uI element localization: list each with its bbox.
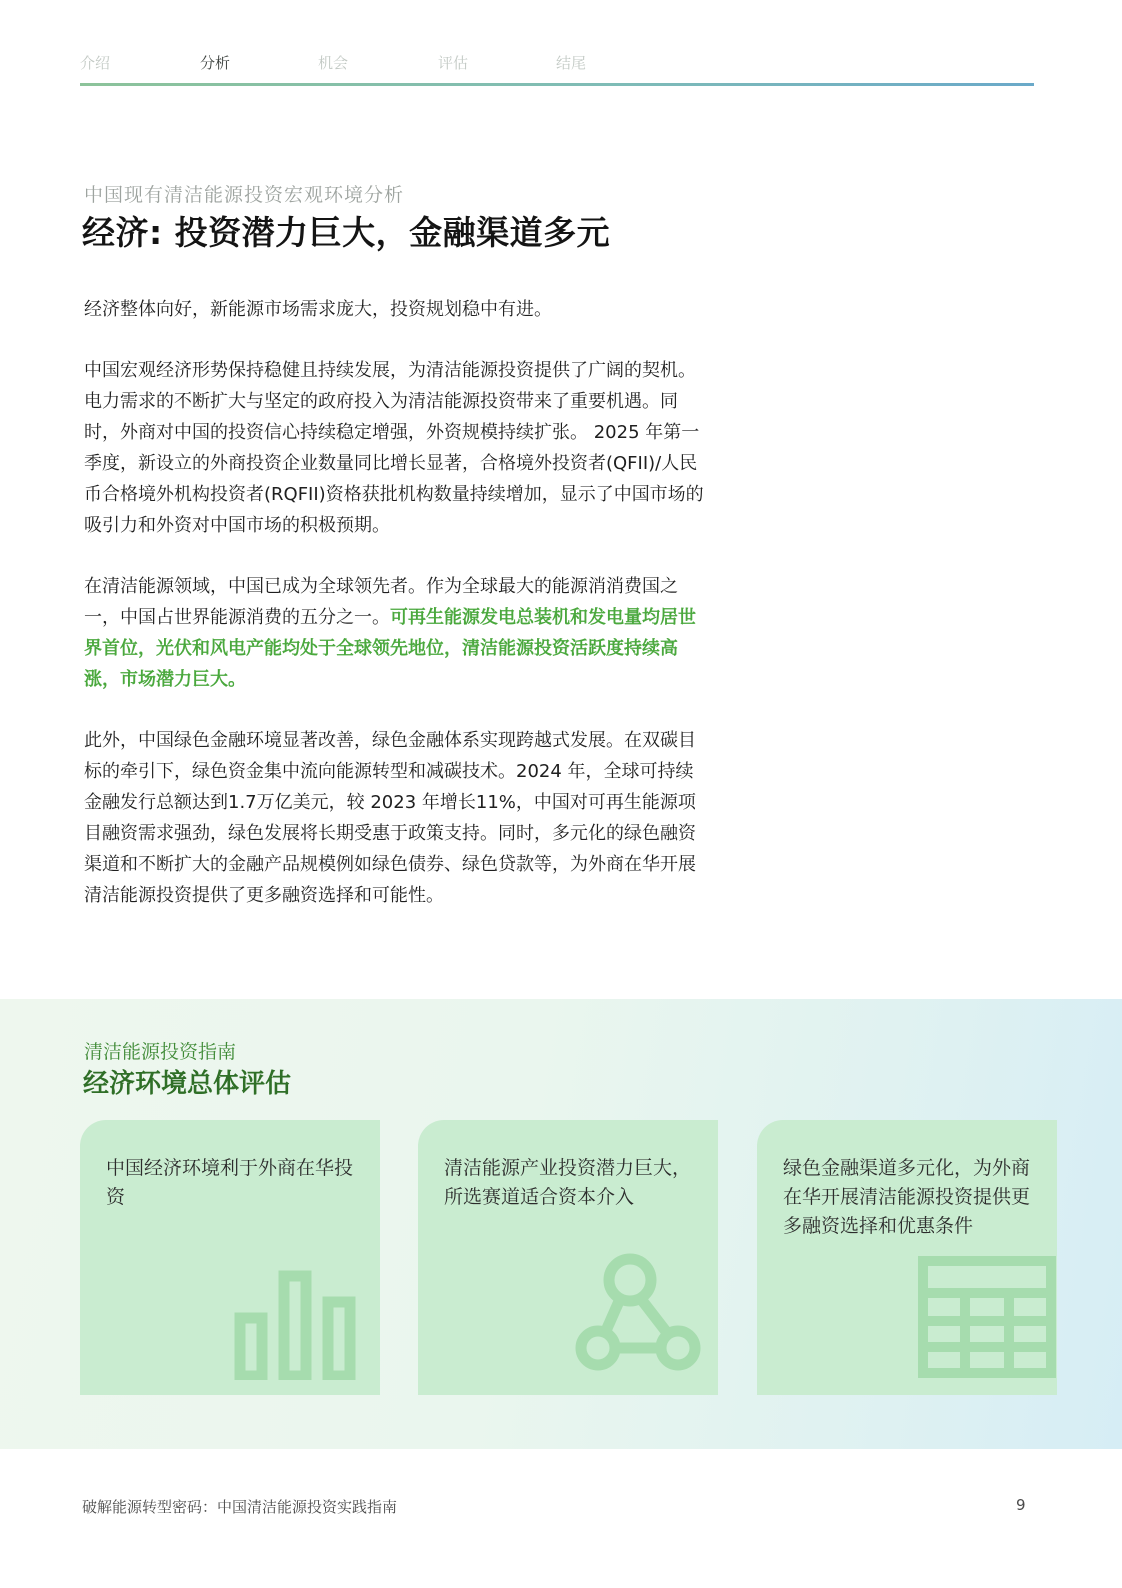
highlight-text: 可再生能源发电总装机和发电量均居世界首位，光伏和风电产能均处于全球领先地位，清洁能源投资活跃度持续高涨，市场潜力巨大。 [84, 607, 696, 690]
paragraph-macro: 中国宏观经济形势保持稳健且持续发展，为清洁能源投资提供了广阔的契机。电力需求的不断扩大与坚定的政府投入为清洁能源投资带来了重要机遇。同时，外商对中国的投资信心持续稳定增强，外资规模持续扩张。 2025 年第一季度，新设立的外商投资企业数量同比增长显著，合格境外投资者(QFII)/人民币合格境外机构投资者(RQFII)资格获批机构数量持续增加，显示了中国市场的吸引力和外资对中国市场的积极预期。 [84, 360, 704, 536]
table-grid-icon [917, 1255, 1057, 1380]
page-title: 经济: 投资潜力巨大，金融渠道多元 [82, 213, 611, 252]
card-text: 绿色金融渠道多元化，为外商在华开展清洁能源投资提供更多融资选择和优惠条件 [783, 1157, 1031, 1237]
assessment-card-economy [80, 1120, 380, 1395]
tab-conclusion[interactable]: 结尾 [556, 54, 587, 72]
top-nav [80, 50, 1034, 90]
paragraph-intro: 经济整体向好，新能源市场需求庞大，投资规划稳中有进。 [84, 299, 552, 320]
guide-subtitle: 清洁能源投资指南 [84, 1041, 237, 1063]
tab-opportunity[interactable]: 机会 [318, 54, 349, 72]
paragraph-green-finance: 此外，中国绿色金融环境显著改善，绿色金融体系实现跨越式发展。在双碳目标的牵引下，绿色资金集中流向能源转型和减碳技术。2024 年，全球可持续金融发行总额达到1.7万亿美元，较 2023 年增长11%，中国对可再生能源项目融资需求强劲，绿色发展将长期受惠于政策支持。同时，多元化的绿色融资渠道和不断扩大的金融产品规模例如绿色债券、绿色贷款等，为外商在华开展清洁能源投资提供了更多融资选择和可能性。 [84, 730, 696, 906]
paragraph-leadership-text: 在清洁能源领域，中国已成为全球领先者。作为全球最大的能源消消费国之一，中国占世界能源消费的五分之一。 [84, 576, 678, 628]
assessment-card-finance [757, 1120, 1057, 1395]
paragraph-leadership [84, 571, 704, 695]
page-number: 9 [1016, 1496, 1026, 1514]
card-text: 中国经济环境利于外商在华投资 [106, 1157, 354, 1208]
share-nodes-icon [568, 1250, 708, 1380]
tab-analysis[interactable]: 分析 [200, 54, 231, 72]
assessment-card-industry [418, 1120, 718, 1395]
guide-title: 经济环境总体评估 [83, 1069, 292, 1099]
bar-chart-icon [230, 1240, 370, 1380]
tab-assessment[interactable]: 评估 [438, 54, 469, 72]
section-subtitle: 中国现有清洁能源投资宏观环境分析 [84, 184, 405, 206]
nav-divider [80, 83, 1034, 86]
footer-doc-title: 破解能源转型密码：中国清洁能源投资实践指南 [82, 1498, 398, 1516]
card-text: 清洁能源产业投资潜力巨大，所选赛道适合资本介入 [444, 1157, 692, 1208]
guide-section [0, 999, 1122, 1449]
tab-intro[interactable]: 介绍 [80, 54, 111, 72]
body-text [84, 294, 704, 941]
